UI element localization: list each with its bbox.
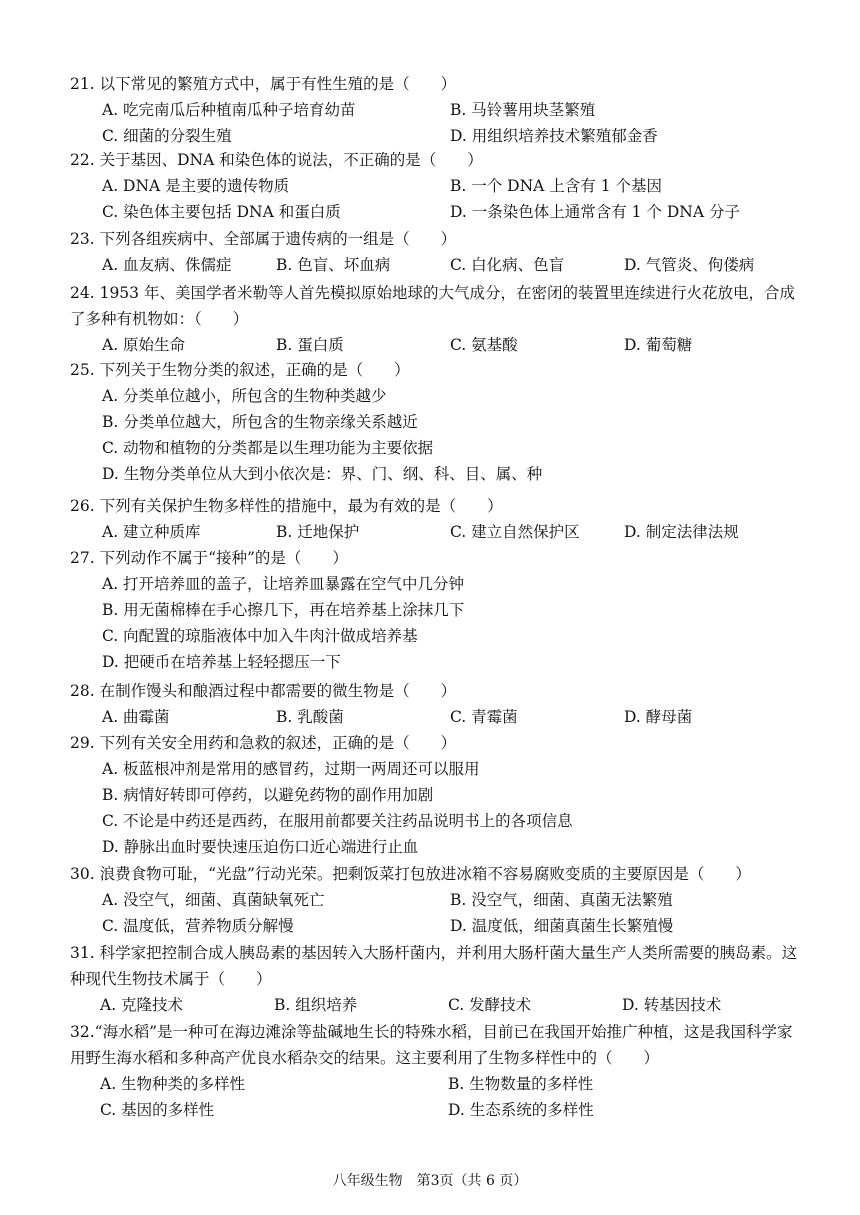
option-d: D. 静脉出血时要快速压迫伤口近心端进行止血 bbox=[102, 838, 419, 856]
option-b: B. 没空气，细菌、真菌无法繁殖 bbox=[450, 891, 673, 909]
option-d: D. 制定法律法规 bbox=[624, 523, 739, 541]
option-b: B. 色盲、坏血病 bbox=[276, 256, 391, 274]
question-29 bbox=[70, 730, 800, 860]
option-c: C. 动物和植物的分类都是以生理功能为主要依据 bbox=[102, 439, 434, 457]
option-d: D. 生态系统的多样性 bbox=[448, 1101, 594, 1119]
option-d: D. 葡萄糖 bbox=[624, 336, 693, 354]
option-a: A. 没空气，细菌、真菌缺氧死亡 bbox=[102, 891, 325, 909]
option-c: C. 细菌的分裂生殖 bbox=[102, 127, 232, 145]
option-c: C. 基因的多样性 bbox=[100, 1101, 215, 1119]
option-a: A. 吃完南瓜后种植南瓜种子培育幼苗 bbox=[102, 101, 356, 119]
question-24 bbox=[70, 280, 800, 358]
option-c: C. 温度低，营养物质分解慢 bbox=[102, 917, 294, 935]
question-32 bbox=[70, 1019, 800, 1123]
question-stem: 22. 关于基因、DNA 和染色体的说法，不正确的是（ ） bbox=[70, 151, 483, 169]
question-25 bbox=[70, 357, 800, 487]
option-c: C. 不论是中药还是西药，在服用前都要关注药品说明书上的各项信息 bbox=[102, 812, 573, 830]
option-d: D. 生物分类单位从大到小依次是：界、门、纲、科、目、属、种 bbox=[102, 465, 543, 483]
options bbox=[70, 571, 800, 675]
option-a: A. 曲霉菌 bbox=[102, 708, 170, 726]
option-b: B. 蛋白质 bbox=[276, 336, 344, 354]
question-21 bbox=[70, 71, 800, 149]
option-c: C. 青霉菌 bbox=[450, 708, 518, 726]
page-footer: 八年级生物 第3页（共 6 页） bbox=[332, 1173, 528, 1189]
option-a: A. 克隆技术 bbox=[100, 996, 184, 1014]
option-d: D. 气管炎、佝偻病 bbox=[624, 256, 755, 274]
option-b: B. 迁地保护 bbox=[276, 523, 360, 541]
question-26 bbox=[70, 493, 800, 545]
option-c: C. 氨基酸 bbox=[450, 336, 518, 354]
option-b: B. 一个 DNA 上含有 1 个基因 bbox=[450, 177, 662, 195]
options bbox=[70, 519, 800, 545]
question-stem: 24. 1953 年、美国学者米勒等人首先模拟原始地球的大气成分，在密闭的装置里连续进行火花放电，合成了多种有机物如：（ ） bbox=[70, 284, 795, 328]
question-31 bbox=[70, 940, 800, 1018]
option-b: B. 马铃薯用块茎繁殖 bbox=[450, 101, 596, 119]
option-d: D. 把硬币在培养基上轻轻摁压一下 bbox=[102, 653, 341, 671]
option-d: D. 酵母菌 bbox=[624, 708, 693, 726]
option-b: B. 乳酸菌 bbox=[276, 708, 344, 726]
options bbox=[70, 756, 800, 860]
question-stem: 28. 在制作馒头和酿酒过程中都需要的微生物是（ ） bbox=[70, 682, 457, 700]
options bbox=[70, 252, 800, 278]
question-23 bbox=[70, 226, 800, 278]
option-a: A. 原始生命 bbox=[102, 336, 186, 354]
option-c: C. 向配置的琼脂液体中加入牛肉汁做成培养基 bbox=[102, 627, 418, 645]
option-b: B. 病情好转即可停药，以避免药物的副作用加剧 bbox=[102, 786, 434, 804]
option-a: A. 分类单位越小，所包含的生物种类越少 bbox=[102, 387, 387, 405]
option-d: D. 转基因技术 bbox=[622, 996, 722, 1014]
options bbox=[70, 383, 800, 487]
option-c: C. 白化病、色盲 bbox=[450, 256, 565, 274]
options bbox=[70, 887, 800, 939]
question-stem: 27. 下列动作不属于“接种”的是（ ） bbox=[70, 549, 348, 567]
question-stem: 31. 科学家把控制合成人胰岛素的基因转入大肠杆菌内，并利用大肠杆菌大量生产人类所需要的胰岛素。这种现代生物技术属于（ ） bbox=[70, 944, 798, 988]
options bbox=[70, 332, 800, 358]
option-c: C. 建立自然保护区 bbox=[450, 523, 580, 541]
question-stem: 30. 浪费食物可耻，“光盘”行动光荣。把剩饭菜打包放进冰箱不容易腐败变质的主要原因是（ ） bbox=[70, 865, 751, 883]
option-b: B. 分类单位越大，所包含的生物亲缘关系越近 bbox=[102, 413, 418, 431]
question-stem: 23. 下列各组疾病中、全部属于遗传病的一组是（ ） bbox=[70, 230, 457, 248]
option-d: D. 一条染色体上通常含有 1 个 DNA 分子 bbox=[450, 203, 740, 221]
options bbox=[70, 97, 800, 149]
option-c: C. 染色体主要包括 DNA 和蛋白质 bbox=[102, 203, 341, 221]
option-b: B. 组织培养 bbox=[274, 996, 358, 1014]
option-b: B. 生物数量的多样性 bbox=[448, 1075, 594, 1093]
option-d: D. 用组织培养技术繁殖郁金香 bbox=[450, 127, 658, 145]
option-c: C. 发酵技术 bbox=[448, 996, 532, 1014]
question-30 bbox=[70, 861, 800, 939]
option-d: D. 温度低，细菌真菌生长繁殖慢 bbox=[450, 917, 674, 935]
question-stem: 21. 以下常见的繁殖方式中，属于有性生殖的是（ ） bbox=[70, 75, 457, 93]
option-a: A. 板蓝根冲剂是常用的感冒药，过期一两周还可以服用 bbox=[102, 760, 480, 778]
question-stem: 29. 下列有关安全用药和急救的叙述，正确的是（ ） bbox=[70, 734, 457, 752]
question-27 bbox=[70, 545, 800, 675]
options bbox=[70, 992, 800, 1018]
options bbox=[70, 704, 800, 730]
option-a: A. 建立种质库 bbox=[102, 523, 201, 541]
question-22 bbox=[70, 147, 800, 225]
question-stem: 25. 下列关于生物分类的叙述，正确的是（ ） bbox=[70, 361, 410, 379]
option-a: A. 血友病、侏儒症 bbox=[102, 256, 232, 274]
question-stem: 26. 下列有关保护生物多样性的措施中，最为有效的是（ ） bbox=[70, 497, 503, 515]
options bbox=[70, 173, 800, 225]
option-a: A. 生物种类的多样性 bbox=[100, 1075, 246, 1093]
option-a: A. DNA 是主要的遗传物质 bbox=[102, 177, 290, 195]
options bbox=[70, 1071, 800, 1123]
question-28 bbox=[70, 678, 800, 730]
option-b: B. 用无菌棉棒在手心擦几下，再在培养基上涂抹几下 bbox=[102, 601, 465, 619]
option-a: A. 打开培养皿的盖子，让培养皿暴露在空气中几分钟 bbox=[102, 575, 465, 593]
question-stem: 32.“海水稻”是一种可在海边滩涂等盐碱地生长的特殊水稻，目前已在我国开始推广种植，这是我国科学家用野生海水稻和多种高产优良水稻杂交的结果。这主要利用了生物多样性中的（ ） bbox=[70, 1023, 793, 1067]
